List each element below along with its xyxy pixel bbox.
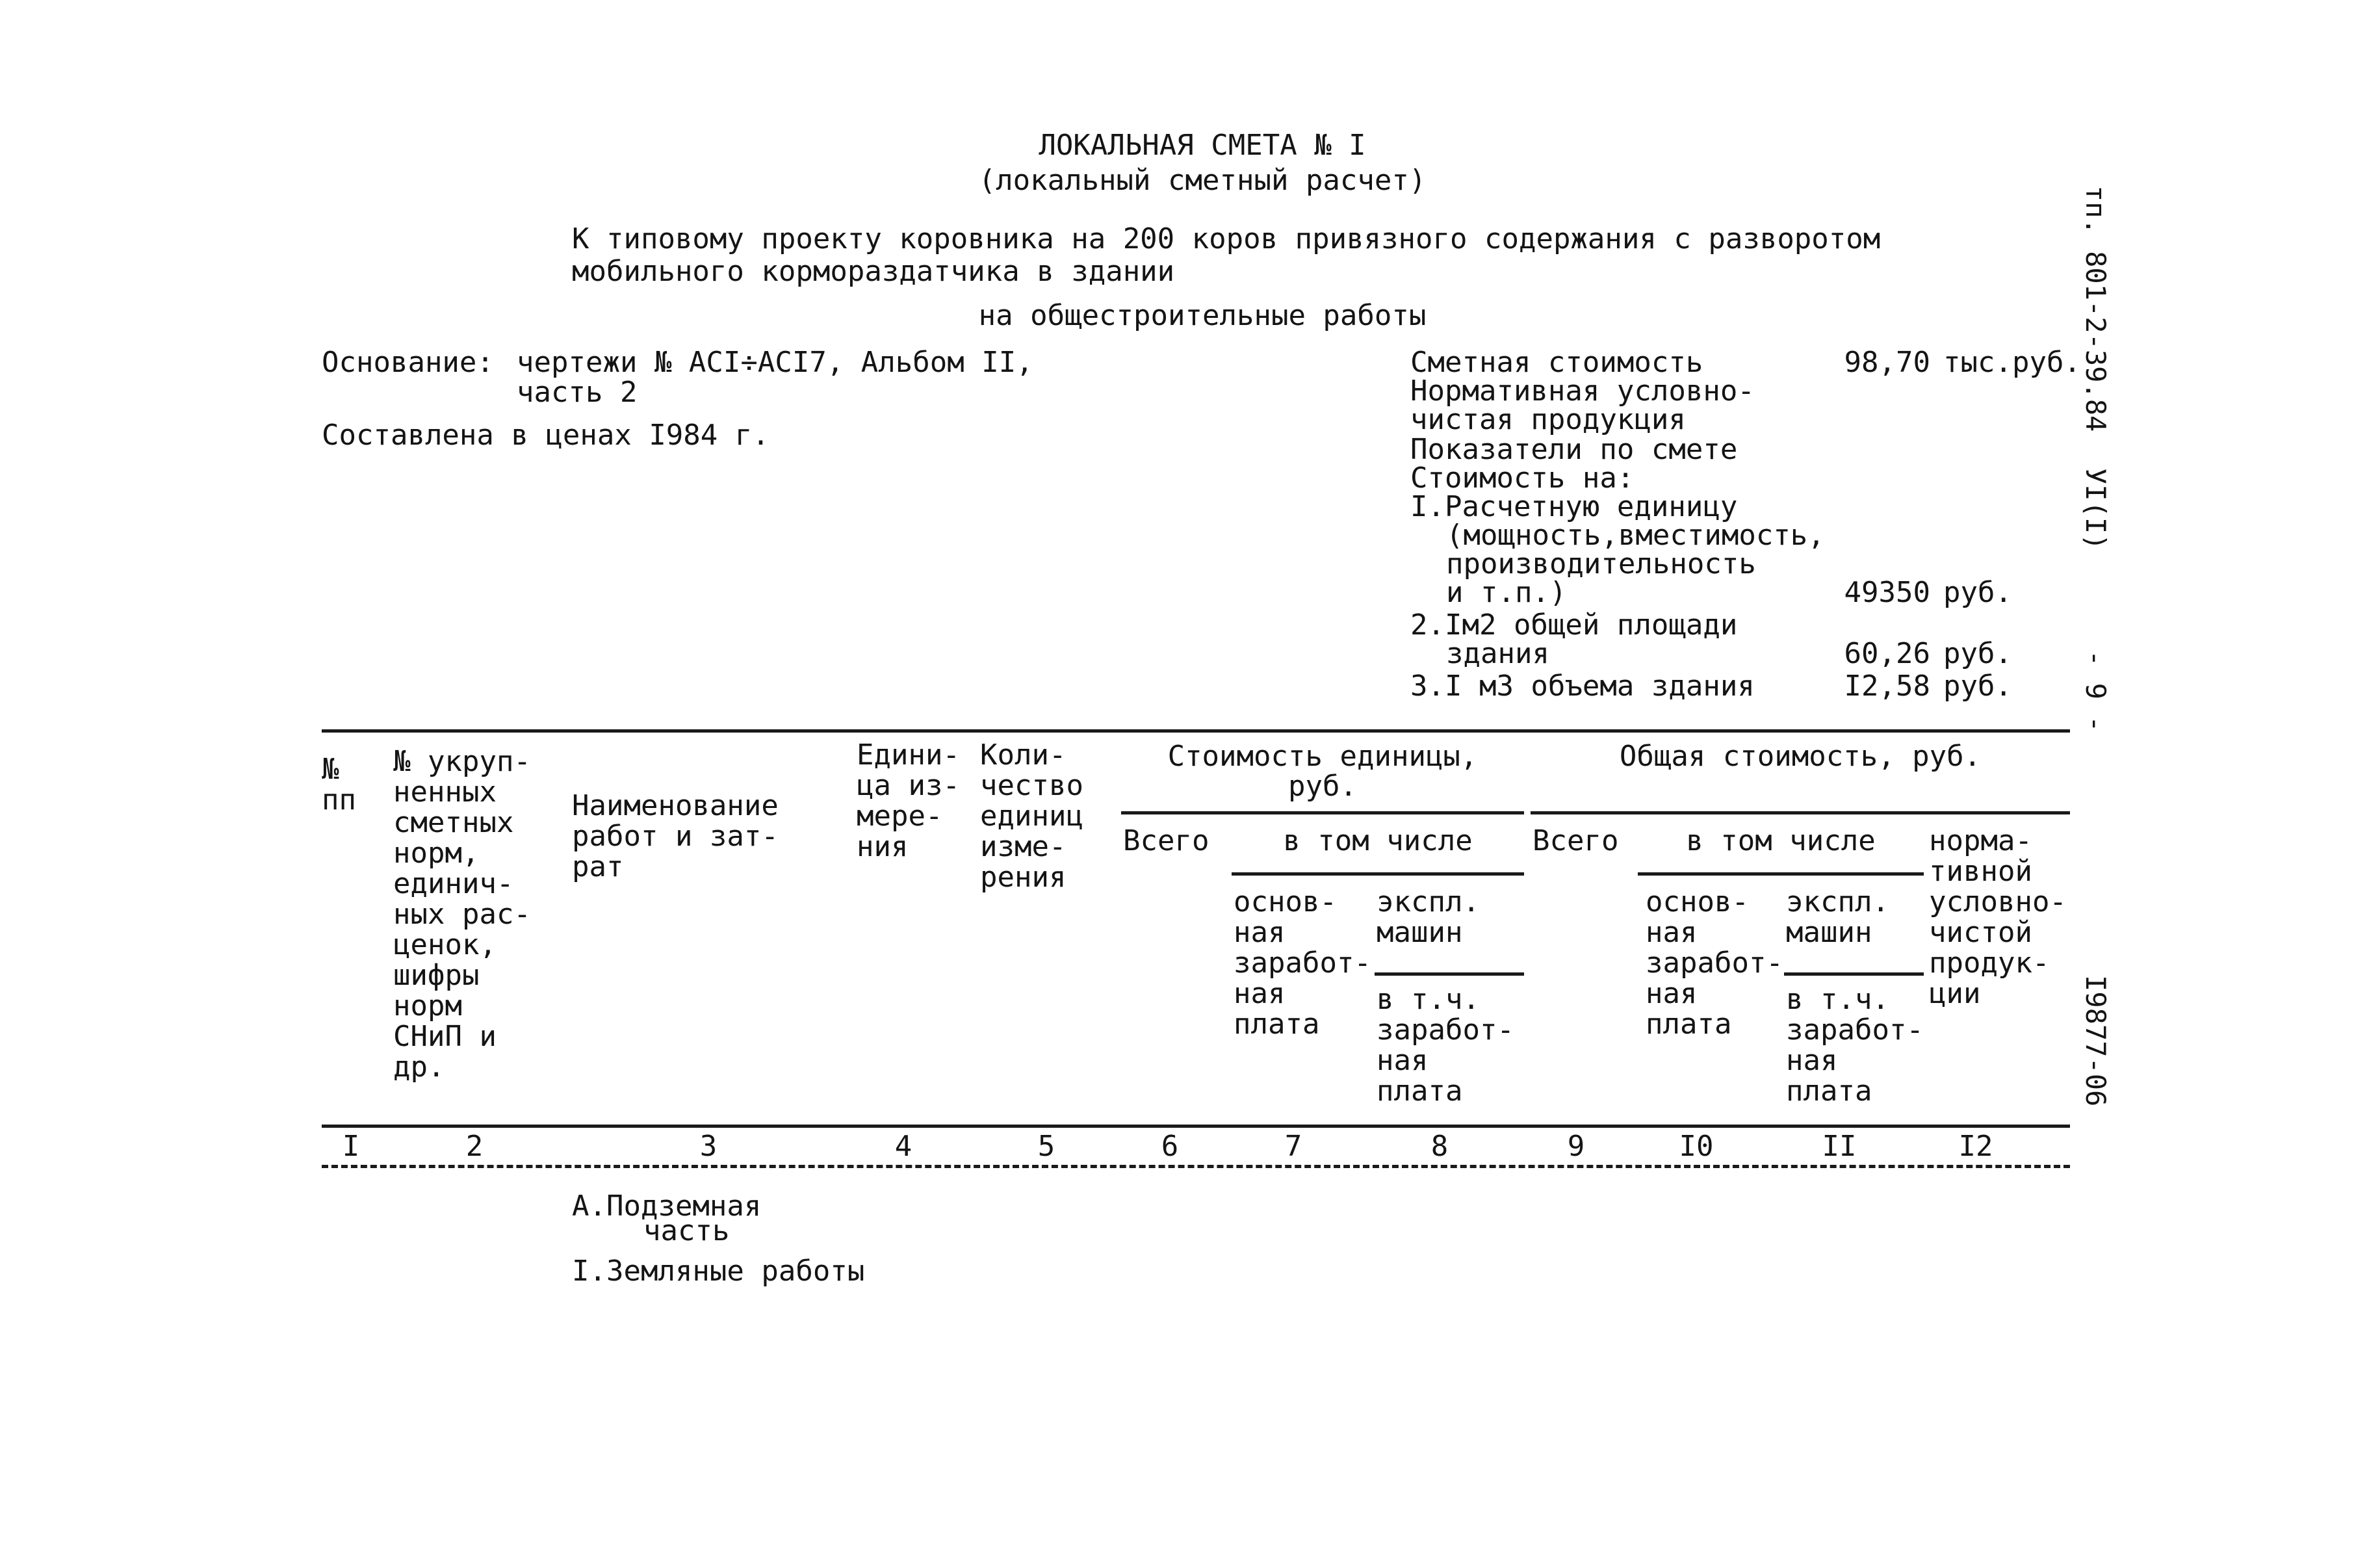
total-cost-subrule	[1531, 811, 2070, 814]
column-number: 2	[465, 1130, 484, 1163]
project-description-line1: К типовому проекту коровника на 200 коров привязного содержания с разворотом	[572, 222, 1881, 255]
column-number: II	[1822, 1130, 1857, 1163]
unit-including-header: в том числе	[1283, 824, 1473, 857]
indicator2-line2: здания	[1446, 637, 1549, 670]
section-part-line1: А.Подземная	[572, 1190, 762, 1223]
margin-registration-number: I9877-06	[2080, 975, 2112, 1107]
section-part-line2: часть	[643, 1214, 730, 1247]
project-description-line2: мобильного кормораздатчика в здании	[572, 255, 1175, 288]
total-machines-wage-header: в т.ч. заработ- ная плата	[1786, 983, 1924, 1108]
column-number: I2	[1958, 1130, 1993, 1163]
header-bottom-rule	[322, 1125, 2070, 1128]
table-top-rule	[322, 729, 2070, 733]
column-number: I0	[1679, 1130, 1714, 1163]
total-including-header: в том числе	[1686, 824, 1876, 857]
unit-total-header: Всего	[1123, 824, 1209, 857]
normative-label-line1: Нормативная условно-	[1410, 374, 1755, 408]
unit-cost-subrule	[1121, 811, 1524, 814]
estimated-cost-value: 98,70	[1844, 346, 1930, 379]
total-including-rule	[1638, 872, 1924, 876]
unit-cost-header: Стоимость единицы,	[1167, 740, 1478, 773]
machines-wage-rule	[1375, 972, 1524, 976]
cost-for-label: Стоимость на:	[1410, 462, 1635, 495]
basis-label: Основание:	[322, 346, 494, 379]
works-type: на общестроительные работы	[978, 299, 1427, 332]
col-unit-header: Едини- ца из- мере- ния	[857, 738, 960, 863]
indicator3-label: 3.I м3 объема здания	[1410, 670, 1755, 703]
unit-basic-wage-header: основ- ная заработ- ная плата	[1234, 885, 1371, 1041]
indicators-label: Показатели по смете	[1410, 433, 1738, 466]
basis-part: часть 2	[517, 376, 638, 409]
normative-label-line2: чистая продукция	[1410, 403, 1686, 436]
column-number: 9	[1567, 1130, 1585, 1163]
document-subtitle: (локальный сметный расчет)	[978, 164, 1427, 197]
column-number: 6	[1161, 1130, 1179, 1163]
indicator1-unit: руб.	[1943, 576, 2012, 609]
estimated-cost-unit: тыс.руб.	[1943, 346, 2081, 379]
unit-machines-wage-header: в т.ч. заработ- ная плата	[1377, 983, 1514, 1108]
total-cost-header: Общая стоимость, руб.	[1619, 740, 1982, 773]
margin-album: УI(I)	[2080, 468, 2112, 551]
estimated-cost-label: Сметная стоимость	[1410, 346, 1703, 379]
machines-wage-rule2	[1784, 972, 1924, 976]
column-number: 5	[1037, 1130, 1055, 1163]
col-number-header: № пп	[322, 753, 356, 816]
indicator2-value: 60,26	[1844, 637, 1930, 670]
margin-page-number: - 9 -	[2080, 650, 2112, 733]
basis-value: чертежи № АСI÷АСI7, Альбом II,	[517, 346, 1033, 379]
col-norms-header: № укруп- ненных сметных норм, единич- ных рас- ценок, шифры норм СНиП и др.	[393, 745, 531, 1084]
column-number: 8	[1430, 1130, 1449, 1163]
section-earthworks: I.Земляные работы	[572, 1255, 865, 1288]
column-number: I	[342, 1130, 360, 1163]
prices-note: Составлена в ценах I984 г.	[322, 419, 770, 452]
col-quantity-header: Коли- чество единиц изме- рения	[980, 738, 1083, 894]
column-numbers-rule	[322, 1165, 2070, 1168]
col-name-header: Наименование работ и зат- рат	[572, 789, 779, 883]
indicator2-line1: 2.Iм2 общей площади	[1410, 608, 1738, 642]
total-total-header: Всего	[1533, 824, 1619, 857]
indicator1-line2: (мощность,вместимость,	[1446, 519, 1825, 552]
indicator3-unit: руб.	[1943, 670, 2012, 703]
indicator2-unit: руб.	[1943, 637, 2012, 670]
indicator1-line1: I.Расчетную единицу	[1410, 490, 1738, 523]
column-number: 3	[699, 1130, 718, 1163]
document-title: ЛОКАЛЬНАЯ СМЕТА № I	[1039, 129, 1366, 162]
indicator1-line4: и т.п.)	[1446, 576, 1567, 609]
column-number: 4	[894, 1130, 912, 1163]
normative-product-header: норма- тивной условно- чистой продук- ции	[1929, 824, 2067, 1010]
total-machines-header: экспл. машин	[1786, 885, 1889, 949]
unit-cost-header-unit: руб.	[1288, 770, 1357, 803]
indicator3-value: I2,58	[1844, 670, 1930, 703]
total-basic-wage-header: основ- ная заработ- ная плата	[1646, 885, 1783, 1041]
unit-including-rule	[1232, 872, 1524, 876]
unit-machines-header: экспл. машин	[1377, 885, 1480, 949]
margin-project-code: тп. 801-2-39.84	[2080, 185, 2112, 432]
column-number: 7	[1284, 1130, 1302, 1163]
indicator1-line3: производительность	[1446, 547, 1756, 580]
indicator1-value: 49350	[1844, 576, 1930, 609]
